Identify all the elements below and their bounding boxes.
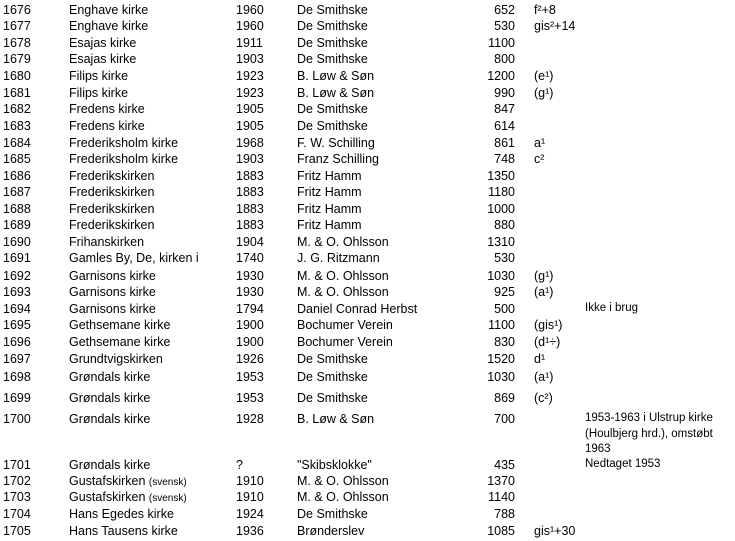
bell-weight: 1100 (488, 36, 515, 50)
bell-number: 1693 (3, 285, 31, 299)
bell-weight: 1000 (487, 202, 515, 216)
bell-note: Nedtaget 1953 (585, 458, 661, 470)
bell-weight: 700 (494, 412, 515, 426)
bell-founder: B. Løw & Søn (297, 69, 375, 83)
bell-tone: gis¹+30 (534, 524, 576, 538)
bell-weight: 748 (494, 152, 515, 166)
church-name: Garnisons kirke (69, 285, 156, 299)
table-row (0, 489, 735, 505)
church-name-suffix: (svensk) (148, 477, 187, 488)
church-name: Filips kirke (69, 86, 129, 100)
bell-weight: 869 (494, 391, 515, 405)
table-row (0, 2, 735, 18)
bell-tone: (g¹) (534, 269, 554, 283)
bell-tone: gis²+14 (534, 19, 576, 33)
church-name: Garnisons kirke (69, 269, 156, 283)
table-row (0, 390, 735, 406)
bell-note: Ikke i brug (585, 302, 639, 314)
bell-number: 1680 (3, 69, 31, 83)
bell-weight: 1310 (487, 235, 515, 249)
church-name: Enghave kirke (69, 19, 149, 33)
bell-number: 1697 (3, 352, 31, 366)
church-name: Grøndals kirke (69, 370, 151, 384)
cast-year: 1953 (236, 370, 264, 384)
bell-weight: 990 (494, 86, 515, 100)
church-name: Frederiksholm kirke (69, 152, 179, 166)
bell-tone: (a¹) (534, 285, 554, 299)
cast-year: 1740 (236, 251, 264, 265)
church-name: Frihanskirken (69, 235, 145, 249)
bell-weight: 530 (494, 251, 515, 265)
church-name: Frederikskirken (69, 169, 155, 183)
table-row (0, 523, 735, 539)
bell-founder: Fritz Hamm (297, 169, 362, 183)
bell-founder: Fritz Hamm (297, 185, 362, 199)
bell-tone: c² (534, 152, 545, 166)
bell-weight: 1200 (487, 69, 515, 83)
bell-founder: B. Løw & Søn (297, 86, 375, 100)
church-name: Grundtvigskirken (69, 352, 163, 366)
bell-founder: B. Løw & Søn (297, 412, 375, 426)
bell-weight: 1180 (488, 185, 515, 199)
bell-number: 1704 (3, 507, 31, 521)
table-row (0, 18, 735, 34)
bell-weight: 1350 (487, 169, 515, 183)
bell-weight: 1140 (488, 490, 515, 504)
bell-weight: 1370 (487, 474, 515, 488)
church-name: Frederiksholm kirke (69, 136, 179, 150)
bell-number: 1701 (3, 458, 31, 472)
cast-year: 1904 (236, 235, 264, 249)
church-name: Gethsemane kirke (69, 335, 171, 349)
bell-founder: De Smithske (297, 370, 368, 384)
bell-founder: M. & O. Ohlsson (297, 474, 389, 488)
cast-year: 1923 (236, 69, 264, 83)
cast-year: 1924 (236, 507, 264, 521)
bell-founder: Fritz Hamm (297, 218, 362, 232)
table-row (0, 184, 735, 200)
bell-number: 1700 (3, 412, 31, 426)
bell-tone: f²+8 (534, 3, 556, 17)
bell-number: 1692 (3, 269, 31, 283)
table-row (0, 250, 735, 266)
bell-number: 1702 (3, 474, 31, 488)
bell-tone: (e¹) (534, 69, 554, 83)
table-row (0, 284, 735, 300)
bell-number: 1699 (3, 391, 31, 405)
bell-number: 1703 (3, 490, 31, 504)
bell-number: 1687 (3, 185, 31, 199)
bell-number: 1681 (3, 86, 31, 100)
bell-weight: 500 (494, 302, 515, 316)
table-row (0, 201, 735, 217)
bell-weight: 788 (494, 507, 515, 521)
cast-year: 1903 (236, 52, 264, 66)
church-name: Gethsemane kirke (69, 318, 171, 332)
bell-founder: M. & O. Ohlsson (297, 269, 389, 283)
bell-founder: De Smithske (297, 19, 368, 33)
table-row (0, 168, 735, 184)
table-row (0, 369, 735, 385)
table-row (0, 101, 735, 117)
bell-weight: 1520 (487, 352, 515, 366)
bell-number: 1690 (3, 235, 31, 249)
bell-number: 1705 (3, 524, 31, 538)
cast-year: 1911 (236, 36, 263, 50)
church-name: Frederikskirken (69, 218, 155, 232)
table-row (0, 135, 735, 151)
cast-year: 1883 (236, 185, 264, 199)
church-name: Hans Egedes kirke (69, 507, 174, 521)
bell-number: 1695 (3, 318, 31, 332)
table-row (0, 51, 735, 67)
bell-weight: 530 (494, 19, 515, 33)
bell-number: 1683 (3, 119, 31, 133)
church-name: Fredens kirke (69, 119, 145, 133)
table-row (0, 317, 735, 333)
bell-tone: (g¹) (534, 86, 554, 100)
bell-number: 1676 (3, 3, 31, 17)
bell-founder: De Smithske (297, 36, 368, 50)
bell-number: 1696 (3, 335, 31, 349)
table-row (0, 334, 735, 350)
bell-tone: d¹ (534, 352, 546, 366)
bell-founder: De Smithske (297, 119, 368, 133)
church-name: Grøndals kirke (69, 458, 151, 472)
bell-tone: (a¹) (534, 370, 554, 384)
cast-year: 1926 (236, 352, 264, 366)
bell-founder: Franz Schilling (297, 152, 379, 166)
church-name: Esajas kirke (69, 36, 137, 50)
church-name: Fredens kirke (69, 102, 145, 116)
table-row (0, 457, 735, 473)
bell-number: 1682 (3, 102, 31, 116)
bell-weight: 830 (494, 335, 515, 349)
bell-number: 1677 (3, 19, 31, 33)
cast-year: 1883 (236, 218, 264, 232)
table-row (0, 411, 735, 455)
cast-year: 1883 (236, 169, 264, 183)
table-row (0, 506, 735, 522)
bell-founder: Daniel Conrad Herbst (297, 302, 418, 316)
bell-weight: 861 (494, 136, 515, 150)
bell-founder: De Smithske (297, 3, 368, 17)
table-row (0, 68, 735, 84)
table-row (0, 85, 735, 101)
bell-number: 1685 (3, 152, 31, 166)
bell-weight: 435 (494, 458, 515, 472)
table-row (0, 234, 735, 250)
church-name: Gamles By, De, kirken i (69, 251, 199, 265)
church-name: Enghave kirke (69, 3, 149, 17)
church-name: Garnisons kirke (69, 302, 156, 316)
bell-founder: De Smithske (297, 391, 368, 405)
table-row (0, 301, 735, 317)
table-row (0, 151, 735, 167)
cast-year: ? (236, 458, 243, 472)
bell-founder: Bochumer Verein (297, 335, 393, 349)
bell-number: 1688 (3, 202, 31, 216)
cast-year: 1903 (236, 152, 264, 166)
bell-note: 1953-1963 i Ulstrup kirke (Houlbjerg hrd.), omstøbt 1963 (585, 412, 713, 455)
bell-founder: M. & O. Ohlsson (297, 285, 389, 299)
cast-year: 1968 (236, 136, 264, 150)
church-name: Esajas kirke (69, 52, 137, 66)
bell-weight: 1100 (488, 318, 515, 332)
table-row (0, 118, 735, 134)
bell-founder: F. W. Schilling (297, 136, 375, 150)
bell-founder: M. & O. Ohlsson (297, 490, 389, 504)
bell-founder: De Smithske (297, 102, 368, 116)
bell-weight: 1085 (487, 524, 515, 538)
church-name: Frederikskirken (69, 202, 155, 216)
table-row (0, 35, 735, 51)
church-name: Frederikskirken (69, 185, 155, 199)
cast-year: 1928 (236, 412, 264, 426)
cast-year: 1923 (236, 86, 264, 100)
table-row (0, 217, 735, 233)
cast-year: 1960 (236, 19, 264, 33)
bell-weight: 1030 (487, 269, 515, 283)
cast-year: 1930 (236, 285, 264, 299)
cast-year: 1900 (236, 318, 264, 332)
bell-founder: De Smithske (297, 507, 368, 521)
church-name: Grøndals kirke (69, 391, 151, 405)
cast-year: 1953 (236, 391, 264, 405)
bell-tone: (d¹÷) (534, 335, 561, 349)
church-name: Grøndals kirke (69, 412, 151, 426)
cast-year: 1930 (236, 269, 264, 283)
cast-year: 1883 (236, 202, 264, 216)
cast-year: 1794 (236, 302, 264, 316)
bell-number: 1679 (3, 52, 31, 66)
bell-founder: De Smithske (297, 352, 368, 366)
bell-founder: M. & O. Ohlsson (297, 235, 389, 249)
cast-year: 1905 (236, 102, 264, 116)
bell-tone: (gis¹) (534, 318, 563, 332)
church-name: Gustafskirken (svensk) (69, 490, 187, 504)
church-name: Gustafskirken (svensk) (69, 474, 187, 488)
cast-year: 1910 (236, 490, 264, 504)
bell-founder: Brønderslev (297, 524, 365, 538)
cast-year: 1910 (236, 474, 264, 488)
bell-number: 1691 (3, 251, 31, 265)
bell-tone: (c²) (534, 391, 553, 405)
table-row (0, 473, 735, 489)
bell-weight: 652 (494, 3, 515, 17)
church-name: Filips kirke (69, 69, 129, 83)
bell-founder: Fritz Hamm (297, 202, 362, 216)
bell-number: 1694 (3, 302, 31, 316)
bell-number: 1684 (3, 136, 31, 150)
bell-founder: J. G. Ritzmann (297, 251, 380, 265)
bell-number: 1698 (3, 370, 31, 384)
bell-founder: Bochumer Verein (297, 318, 393, 332)
bell-founder: "Skibsklokke" (297, 458, 372, 472)
bell-weight: 925 (494, 285, 515, 299)
bell-number: 1689 (3, 218, 31, 232)
bell-number: 1686 (3, 169, 31, 183)
table-row (0, 268, 735, 284)
church-name-suffix: (svensk) (148, 493, 187, 504)
bell-tone: a¹ (534, 136, 546, 150)
cast-year: 1900 (236, 335, 264, 349)
church-name: Hans Tausens kirke (69, 524, 178, 538)
bell-founder: De Smithske (297, 52, 368, 66)
bell-weight: 847 (494, 102, 515, 116)
bell-weight: 800 (494, 52, 515, 66)
bell-number: 1678 (3, 36, 31, 50)
cast-year: 1960 (236, 3, 264, 17)
cast-year: 1905 (236, 119, 264, 133)
bell-weight: 880 (494, 218, 515, 232)
bell-weight: 614 (494, 119, 515, 133)
cast-year: 1936 (236, 524, 264, 538)
table-row (0, 351, 735, 367)
bell-weight: 1030 (487, 370, 515, 384)
